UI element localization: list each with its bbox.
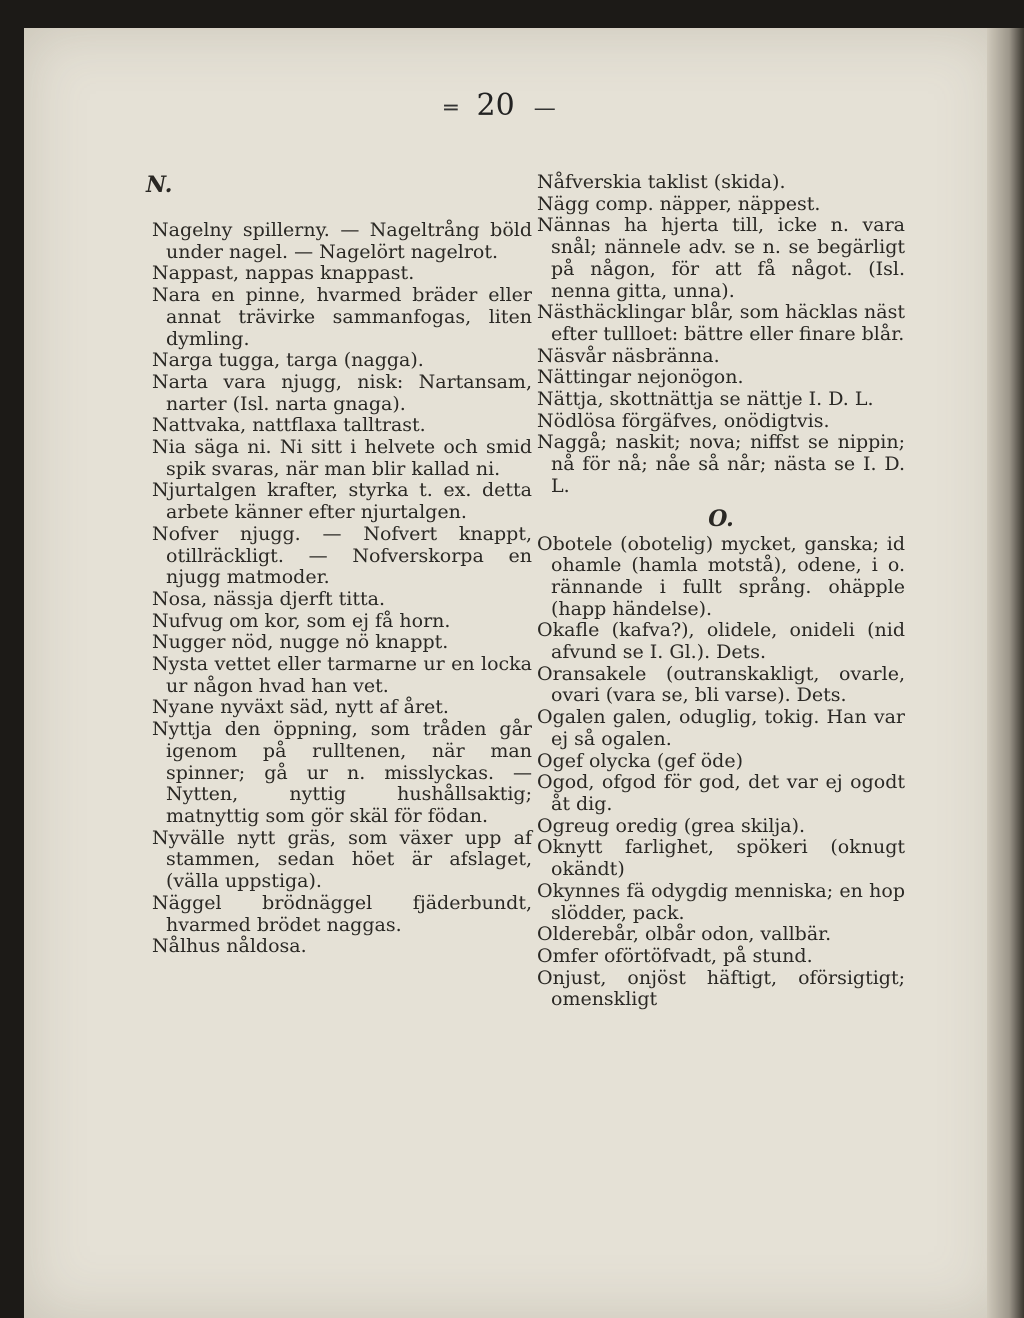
- dictionary-entry: Nålhus nåldosa.: [152, 935, 307, 958]
- dictionary-entry: Nofver njugg. — Nofvert knappt, otillräckligt. — Nofverskorpa en njugg matmoder.: [152, 522, 532, 589]
- section-letter-n: N.: [146, 172, 173, 198]
- dictionary-entry: Ogef olycka (gef öde): [537, 749, 743, 772]
- dictionary-entry: Naggå; naskit; nova; niffst se nippin; nå för nå; nåe så når; nästa se I. D. L.: [537, 431, 905, 497]
- dictionary-entry: Ogalen galen, oduglig, tokig. Han var ej så ogalen.: [537, 706, 905, 750]
- dictionary-entry: Nattvaka, nattflaxa talltrast.: [152, 414, 426, 437]
- dictionary-entry: Narta vara njugg, nisk: Nartansam, narter (Isl. narta gnaga).: [152, 370, 532, 415]
- dictionary-entry: Ogod, ofgod för god, det var ej ogodt åt dig.: [537, 771, 905, 815]
- dictionary-entry: Narga tugga, targa (nagga).: [152, 349, 424, 372]
- dictionary-entry: Nyvälle nytt gräs, som växer upp af stammen, sedan höet är afslaget, (välla uppstiga).: [152, 826, 532, 893]
- dictionary-entry: Nyttja den öppning, som tråden går igenom på rulltenen, när man spinner; gå ur n. misslyckas. — Nytten, nyttig hushållsaktig; matnyttig som gör skäl för födan.: [152, 718, 532, 827]
- dictionary-entry: Näggel brödnäggel fjäderbundt, hvarmed brödet naggas.: [152, 891, 532, 936]
- dictionary-entry: Nara en pinne, hvarmed bräder eller annat trävirke sammanfogas, liten dymling.: [152, 284, 532, 350]
- header-ornament-left: ═: [444, 96, 458, 121]
- dictionary-entry: Nödlösa förgäfves, onödigtvis.: [537, 409, 830, 432]
- dictionary-entry: Nosa, nässja djerft titta.: [152, 587, 385, 610]
- dictionary-entry: Njurtalgen krafter, styrka t. ex. detta arbete känner efter njurtalgen.: [152, 479, 532, 524]
- dictionary-entry: Näsvår näsbränna.: [537, 344, 720, 367]
- page-number: 20: [476, 88, 515, 123]
- dictionary-entry: Nåfverskia taklist (skida).: [537, 171, 786, 193]
- page-gutter: [987, 28, 1024, 1318]
- dictionary-entry: Nappast, nappas knappast.: [152, 262, 415, 285]
- right-entry-list-n: [537, 172, 905, 498]
- dictionary-entry: Nännas ha hjerta till, icke n. vara snål; nännele adv. se n. se begärligt på någon, för att få något. (Isl. nenna gitta, unna).: [537, 214, 905, 302]
- dictionary-entry: Oransakele (outranskakligt, ovarle, ovari (vara se, bli varse). Dets.: [537, 662, 905, 707]
- right-entry-list-o: [537, 534, 905, 1011]
- dictionary-entry: Nägg comp. näpper, näppest.: [537, 192, 821, 215]
- section-letter-o: O.: [708, 505, 734, 532]
- dictionary-entry: Onjust, onjöst häftigt, oförsigtigt; omenskligt: [537, 966, 905, 1011]
- dictionary-entry: Nysta vettet eller tarmarne ur en locka ur någon hvad han vet.: [152, 653, 532, 697]
- dictionary-entry: Nyane nyväxt säd, nytt af året.: [152, 696, 449, 719]
- left-column: [146, 172, 532, 958]
- right-column: [537, 172, 905, 1011]
- dictionary-entry: Ogreug oredig (grea skilja).: [537, 814, 806, 837]
- header-ornament-right: —: [533, 96, 556, 121]
- left-entry-list: [152, 220, 532, 958]
- dictionary-entry: Nia säga ni. Ni sitt i helvete och smid spik svaras, när man blir kallad ni.: [152, 436, 532, 480]
- dictionary-entry: Nugger nöd, nugge nö knappt.: [152, 631, 449, 654]
- dictionary-entry: Nästhäcklingar blår, som häcklas näst efter tullloet: bättre eller finare blår.: [537, 301, 905, 345]
- dictionary-entry: Omfer oförtöfvadt, på stund.: [537, 944, 813, 967]
- dictionary-entry: Okynnes fä odygdig menniska; en hop slödder, pack.: [537, 879, 905, 924]
- dictionary-entry: Okafle (kafva?), olidele, onideli (nid afvund se I. Gl.). Dets.: [537, 619, 905, 664]
- dictionary-entry: Nufvug om kor, som ej få horn.: [152, 609, 451, 632]
- dictionary-entry: Nättingar nejonögon.: [537, 366, 744, 389]
- dictionary-entry: Obotele (obotelig) mycket, ganska; id ohamle (hamla motstå), odene, i o. rännande i fullt språng. ohäpple (happ händelse).: [537, 532, 905, 620]
- dictionary-entry: Oknytt farlighet, spökeri (oknugt okändt): [537, 836, 905, 881]
- dictionary-entry: Olderebår, olbår odon, vallbär.: [537, 923, 832, 946]
- dictionary-entry: Nagelny spillerny. — Nageltrång böld under nagel. — Nagelört nagelrot.: [152, 219, 532, 263]
- dictionary-entry: Nättja, skottnättja se nättje I. D. L.: [537, 388, 874, 411]
- page-header: [0, 88, 1000, 123]
